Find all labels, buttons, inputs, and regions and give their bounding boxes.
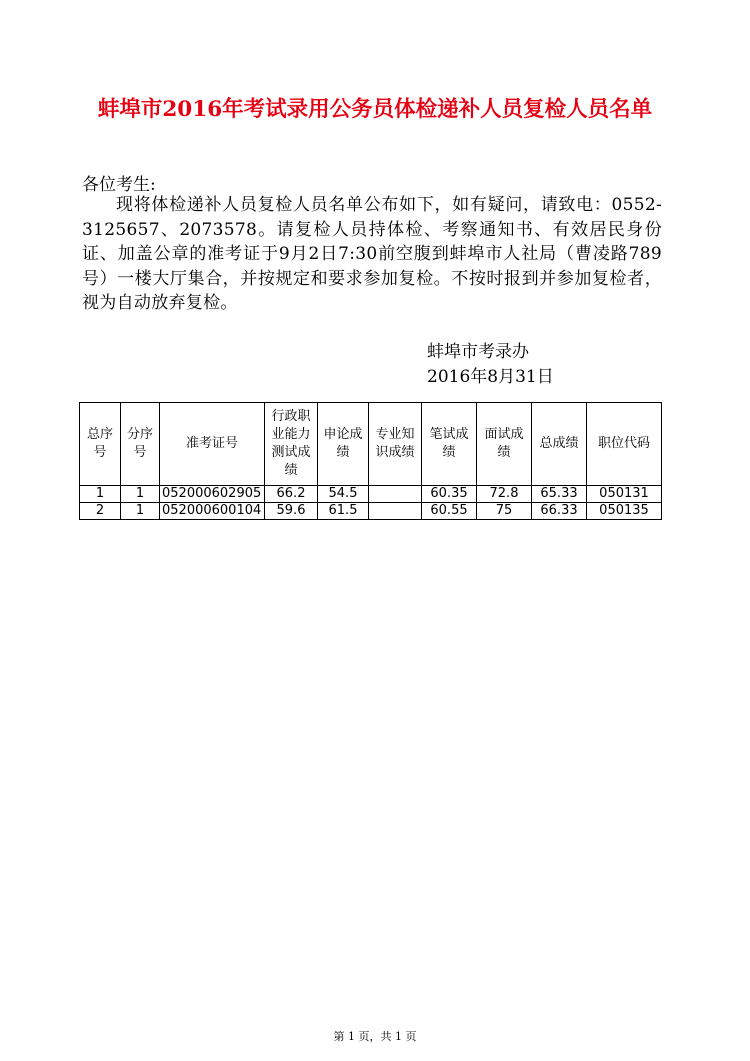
cell-written-score: 60.35 — [422, 486, 477, 503]
cell-sub-seq: 1 — [121, 503, 160, 520]
signature-block — [427, 340, 554, 389]
cell-exam-id: 052000602905 — [160, 486, 265, 503]
table-row — [80, 486, 662, 503]
cell-position-code: 050135 — [587, 503, 662, 520]
score-table — [79, 402, 662, 520]
header-essay-score: 申论成绩 — [318, 403, 369, 486]
cell-aptitude-score: 59.6 — [265, 503, 318, 520]
cell-interview-score: 75 — [477, 503, 532, 520]
header-specialty-score: 专业知识成绩 — [369, 403, 422, 486]
cell-sub-seq: 1 — [121, 486, 160, 503]
table-row — [80, 503, 662, 520]
table-header-row — [80, 403, 662, 486]
cell-specialty-score — [369, 503, 422, 520]
cell-interview-score: 72.8 — [477, 486, 532, 503]
header-sub-seq: 分序号 — [121, 403, 160, 486]
notice-body: 现将体检递补人员复检人员名单公布如下，如有疑问，请致电：0552-3125657、2073578。请复检人员持体检、考察通知书、有效居民身份证、加盖公章的准考证于9月2日7:30前空腹到蚌埠市人社局（曹凌路789号）一楼大厅集合，并按规定和要求参加复检。不按时报到并参加复检者，视为自动放弃复检。 — [82, 195, 662, 314]
header-aptitude-score: 行政职业能力测试成绩 — [265, 403, 318, 486]
cell-total-seq: 2 — [80, 503, 121, 520]
header-interview-score: 面试成绩 — [477, 403, 532, 486]
cell-position-code: 050131 — [587, 486, 662, 503]
cell-specialty-score — [369, 486, 422, 503]
signature-org: 蚌埠市考录办 — [427, 342, 529, 362]
header-exam-id: 准考证号 — [160, 403, 265, 486]
header-written-score: 笔试成绩 — [422, 403, 477, 486]
cell-total-score: 65.33 — [532, 486, 587, 503]
cell-written-score: 60.55 — [422, 503, 477, 520]
page-footer: 第 1 页，共 1 页 — [333, 1030, 417, 1043]
header-position-code: 职位代码 — [587, 403, 662, 486]
page-title: 蚌埠市2016年考试录用公务员体检递补人员复检人员名单 — [97, 97, 653, 122]
cell-exam-id: 052000600104 — [160, 503, 265, 520]
cell-essay-score: 61.5 — [318, 503, 369, 520]
cell-total-score: 66.33 — [532, 503, 587, 520]
greeting: 各位考生: — [82, 175, 156, 195]
header-total-seq: 总序号 — [80, 403, 121, 486]
cell-essay-score: 54.5 — [318, 486, 369, 503]
signature-date: 2016年8月31日 — [427, 366, 554, 387]
cell-total-seq: 1 — [80, 486, 121, 503]
header-total-score: 总成绩 — [532, 403, 587, 486]
cell-aptitude-score: 66.2 — [265, 486, 318, 503]
